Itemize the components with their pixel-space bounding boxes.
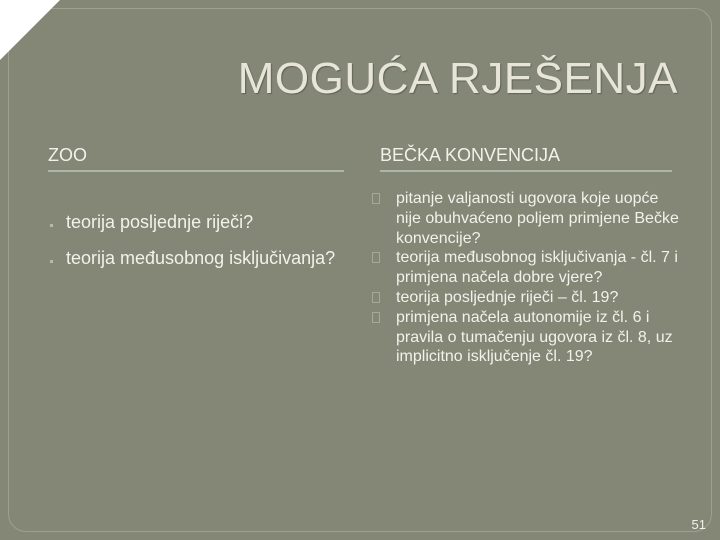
bullet-box-icon bbox=[372, 193, 380, 204]
list-item-text: teorija međusobnog isključivanja - čl. 7 i primjena načela dobre vjere? bbox=[396, 249, 678, 287]
list-item bbox=[372, 248, 682, 288]
bullet-icon bbox=[50, 224, 53, 227]
page-number: 51 bbox=[691, 517, 706, 532]
right-bullet-list bbox=[372, 189, 682, 367]
left-column-heading: ZOO bbox=[48, 145, 87, 165]
list-item bbox=[48, 246, 348, 270]
left-column-divider bbox=[48, 170, 344, 172]
left-bullet-list bbox=[48, 210, 348, 282]
slide-title: MOGUĆA RJEŠENJA bbox=[237, 54, 678, 103]
list-item bbox=[372, 288, 682, 308]
bullet-box-icon bbox=[372, 312, 380, 323]
right-column-divider bbox=[380, 170, 672, 172]
list-item-text: teorija posljednje riječi – čl. 19? bbox=[396, 288, 619, 306]
list-item-text: teorija posljednje riječi? bbox=[66, 212, 254, 232]
list-item bbox=[372, 308, 682, 367]
list-item-text: pitanje valjanosti ugovora koje uopće nije obuhvaćeno poljem primjene Bečke konvencije? bbox=[396, 190, 679, 247]
right-column-heading: BEČKA KONVENCIJA bbox=[380, 145, 561, 165]
list-item bbox=[372, 189, 682, 248]
bullet-icon bbox=[50, 260, 53, 263]
slide-corner-decoration bbox=[0, 0, 60, 60]
bullet-box-icon bbox=[372, 292, 380, 303]
list-item-text: teorija međusobnog isključivanja? bbox=[66, 248, 336, 268]
bullet-box-icon bbox=[372, 252, 380, 263]
list-item bbox=[48, 210, 348, 234]
list-item-text: primjena načela autonomije iz čl. 6 i pravila o tumačenju ugovora iz čl. 8, uz implicitno isključenje čl. 19? bbox=[396, 308, 673, 366]
